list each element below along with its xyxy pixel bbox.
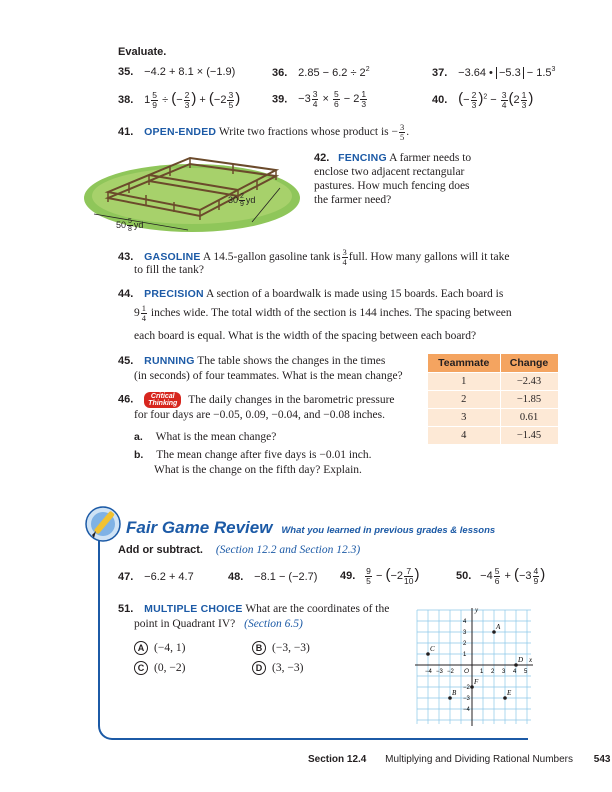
y-tick-label: −2 [463,685,470,691]
fence-width-label: 30 $\frac{2}{9}$ yd [228,193,256,208]
y-tick-label: 3 [463,630,467,636]
problem-50: 50. −4 $\frac{5}{6}$ + (−3 $\frac{4}{9}$ ) [456,565,546,586]
point-label-e: E [507,689,512,697]
y-tick-label: 1 [463,652,467,658]
problem-51-line2: point in Quadrant IV? (Section 6.5) [134,618,303,630]
table-row: 4 −1.45 [428,427,558,445]
problem-46-line2: for four days are −0.05, 0.09, −0.04, and −0.08 inches. [134,409,386,421]
problem-44-line3: each board is equal. What is the width of the spacing between each board? [134,330,477,342]
table-header: Teammate [428,354,500,373]
point-label-d: D [518,656,524,664]
x-tick-label: 3 [502,669,506,675]
problem-41: 41. OPEN-ENDED Write two fractions whose product is − $\frac{3}{5}$ . [118,122,410,142]
x-tick-label: −4 [425,669,432,675]
table-row: 2 −1.85 [428,391,558,409]
x-tick-label: 4 [513,669,517,675]
y-tick-label: 4 [463,619,467,625]
problem-42: 42. FENCING A farmer needs to enclose two adjacent rectangular pastures. How much fencing does the farmer need? [314,152,472,206]
critical-thinking-badge: Critical Thinking [144,392,181,408]
fence-illustration [80,148,305,240]
table-row: 3 0.61 [428,409,558,427]
x-tick-label: 1 [480,669,484,675]
problem-46b: b. The mean change after five days is −0.01 inch. [134,449,372,461]
point-label-a: A [496,623,501,631]
option-a[interactable]: A (−4, 1) [134,641,185,655]
add-subtract-heading: Add or subtract. (Section 12.2 and Section 12.3) [118,544,361,556]
problem-45: 45. RUNNING The table shows the changes in the times [118,355,386,367]
option-b[interactable]: B (−3, −3) [252,641,310,655]
problem-47: 47. −6.2 + 4.7 [118,571,194,583]
y-tick-label: −4 [463,707,470,713]
problem-46: 46. Critical Thinking The daily changes in the barometric pressure [118,393,395,407]
problem-46a: a. What is the mean change? [134,431,277,443]
point-label-c: C [430,645,435,653]
problem-43-line2: to fill the tank? [134,264,204,276]
y-axis-label: y [475,606,479,614]
teammate-table [428,354,559,444]
x-axis-label: x [529,656,533,664]
point-label-b: B [452,689,457,697]
x-tick-label: −3 [436,669,443,675]
fair-game-title: Fair Game Review What you learned in previous grades & lessons [126,518,496,537]
x-tick-label: 2 [491,669,495,675]
fence-length-label: 50 $\frac{5}{8}$ yd [116,218,144,233]
evaluate-heading: Evaluate. [118,46,167,58]
problem-51: 51. MULTIPLE CHOICE What are the coordinates of the [118,603,390,615]
problem-40: 40. (− $\frac{2}{3}$ )$^2$ − $\frac{3}{4}$ (2 $\frac{1}{3}$ ) [432,89,534,110]
problem-44: 44. PRECISION A section of a boardwalk is made using 15 boards. Each board is [118,288,504,300]
table-row: 1 −2.43 [428,373,558,391]
problem-35: 35. −4.2 + 8.1 × (−1.9) [118,66,236,78]
origin-label: O [464,668,470,675]
fair-game-icon [84,505,122,543]
problem-48: 48. −8.1 − (−2.7) [228,571,318,583]
y-tick-label: −3 [463,696,470,702]
problem-46b-line2: What is the change on the fifth day? Explain. [154,464,362,476]
option-c[interactable]: C (0, −2) [134,661,185,675]
table-header: Change [500,354,558,373]
problem-44-line2: 9 $\frac{1}{4}$ inches wide. The total width of the section is 144 inches. The spacing between [134,303,512,323]
option-d[interactable]: D (3, −3) [252,661,303,675]
problem-37: 37. −3.64 • $-5.3 - 1.5^3$ [432,66,556,79]
problem-45-line2: (in seconds) of four teammates. What is the mean change? [134,370,403,382]
footer: Section 12.4 Multiplying and Dividing Rational Numbers 543 [308,754,611,765]
x-tick-label: 5 [524,669,528,675]
point-label-f: F [474,678,479,686]
problem-49: 49. $\frac{9}{5}$ − (−2 $\frac{7}{10}$ ) [340,565,420,586]
problem-39: 39. −3 $\frac{3}{4}$ × $\frac{5}{6}$ − 2 $\frac{1}{3}$ [272,89,367,109]
problem-38: 38. 1 $\frac{5}{9}$ ÷ (− $\frac{2}{3}$ ) + (−2 $\frac{3}{5}$ ) [118,89,241,110]
problem-43: 43. GASOLINE A 14.5-gallon gasoline tank is $\frac{3}{4}$ full. How many gallons will it take [118,247,510,267]
x-tick-label: −2 [447,669,454,675]
problem-36: 36. $2.85 - 6.2 \div 2^2$ [272,66,370,79]
y-tick-label: 2 [463,641,467,647]
coordinate-graph [408,605,536,733]
